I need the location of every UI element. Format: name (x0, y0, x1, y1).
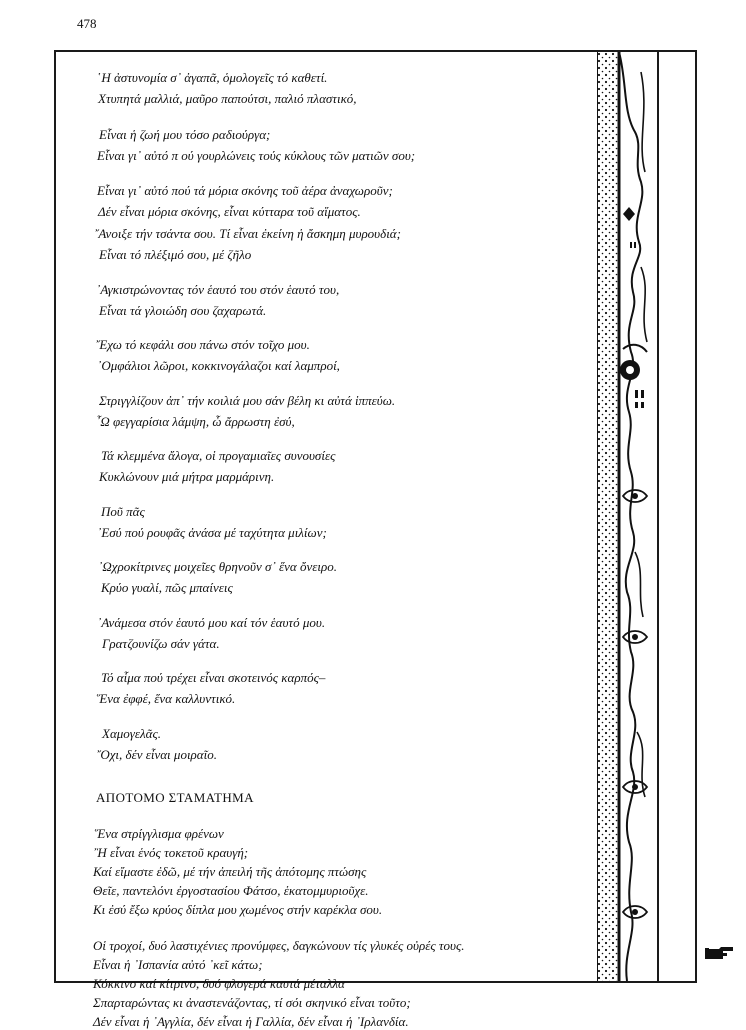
poem-line: Εἶναι ἡ ζωή μου τόσο ραδιούργα; (99, 127, 271, 142)
poem-line: ᾽Ωχροκίτρινες μοιχεῖες θρηνοῦν σ᾽ ἕνα ὄνειρο. (98, 559, 337, 574)
poem-line: Εἶναι γι᾽ αὐτό π ού γουρλώνεις τούς κύκλους τῶν ματιῶν σου; (97, 148, 416, 163)
decorative-faces-border (597, 52, 657, 981)
poem-line: Εἶναι γι᾽ αὐτό πού τά μόρια σκόνης τοῦ ἀέρα ἀναχωροῦν; (97, 183, 393, 198)
poem-line: Τό αἷμα πού τρέχει εἶναι σκοτεινός καρπός– (101, 670, 326, 685)
poem-line: Τά κλεμμένα ἄλογα, οἱ προγαμιαῖες συνουσίες (101, 448, 336, 463)
poem-line: ῞Ενα στρίγγλισμα φρένων (93, 826, 224, 841)
poem-line: ῍Η εἶναι ἑνός τοκετοῦ κραυγή; (93, 845, 249, 860)
poem-line: Γρατζουνίζω σάν γάτα. (102, 636, 220, 651)
poem-line: Στριγγλίζουν ἀπ᾽ τήν κοιλιά μου σάν βέλη κι αὐτά ἱππεύω. (99, 393, 396, 408)
poem-line: Κρύο γυαλί, πῶς μπαίνεις (101, 580, 233, 595)
page-number: 478 (77, 16, 97, 31)
poem-line: Εἶναι τό πλέξιμό σου, μέ ζῆλο (99, 247, 252, 262)
poem-line: Δέν εἶναι μόρια σκόνης, εἶναι κύτταρα τοῦ αἵματος. (98, 204, 361, 219)
poem-line: Θεῖε, παντελόνι ἐργοστασίου Φάτσο, ἑκατομμυριοῦχε. (93, 883, 369, 898)
poem-line: Χτυπητά μαλλιά, μαῦρο παπούτσι, παλιό πλαστικό, (98, 91, 357, 106)
poem-line: ῎Εχω τό κεφάλι σου πάνω στόν τοῖχο μου. (95, 337, 310, 352)
poem-line: Εἶναι τά γλοιώδη σου ζαχαρωτά. (99, 303, 267, 318)
poem-line: ᾽Εσύ πού ρουφᾶς ἀνάσα μέ ταχύτητα μιλίων; (97, 525, 327, 540)
poem-line: Κόκκινο καί κίτρινο, δυό φλογερά καυτά μέταλλα (93, 976, 345, 991)
poem-line: Εἶναι ἡ ᾽Ισπανία αὐτό ᾽κεῖ κάτω; (93, 957, 263, 972)
poem-line: Οἱ τροχοί, δυό λαστιχένιες προνύμφες, δαγκώνουν τίς γλυκές οὐρές τους. (93, 938, 465, 953)
poem-line: ῾Η ἀστυνομία σ᾽ ἀγαπᾶ, ὁμολογεῖς τό καθετί. (97, 70, 328, 85)
poem-line: ῎Ανοιξε τήν τσάντα σου. Τί εἶναι ἐκείνη ἡ ἄσκημη μυρουδιά; (94, 226, 401, 241)
poem-line: ῞Ενα ἐφφέ, ἕνα καλλυντικό. (95, 691, 236, 706)
pointing-hand-icon (705, 945, 735, 961)
section-heading: ΑΠΟΤΟΜΟ ΣΤΑΜΑΤΗΜΑ (96, 790, 254, 805)
poem-line: Δέν εἶναι ἡ ᾽Αγγλία, δέν εἶναι ἡ Γαλλία, δέν εἶναι ἡ ᾽Ιρλανδία. (93, 1014, 409, 1029)
poem-line: ᾽Ομφάλιοι λῶροι, κοκκινογάλαζοι καί λαμπροί, (97, 358, 340, 373)
poem-line: ᾽Ανάμεσα στόν ἑαυτό μου καί τόν ἑαυτό μου. (97, 615, 326, 630)
poem-line: Ποῦ πᾶς (101, 504, 145, 519)
poem-line: Χαμογελᾶς. (102, 726, 162, 741)
poem-line: ῏Ω φεγγαρίσια λάμψη, ὦ ἄρρωστη ἐσύ, (96, 414, 295, 429)
poem-line: ῎Οχι, δέν εἶναι μοιραῖο. (96, 747, 217, 762)
poem-line: Κι ἐσύ ἔξω κρύος δίπλα μου χωμένος στήν καρέκλα σου. (93, 902, 383, 917)
poem-line: ᾽Αγκιστρώνοντας τόν ἑαυτό του στόν ἑαυτό του, (96, 282, 340, 297)
poem-line: Καί εἴμαστε ἐδῶ, μέ τήν ἀπειλή τῆς ἀπότομης πτώσης (93, 864, 367, 879)
poem-line: Κυκλώνουν μιά μήτρα μαρμάρινη. (99, 469, 275, 484)
poem-line: Σπαρταρώντας κι ἀναστενάζοντας, τί σόι σκηνικό εἶναι τοῦτο; (93, 995, 411, 1010)
right-panel-border (657, 52, 669, 981)
